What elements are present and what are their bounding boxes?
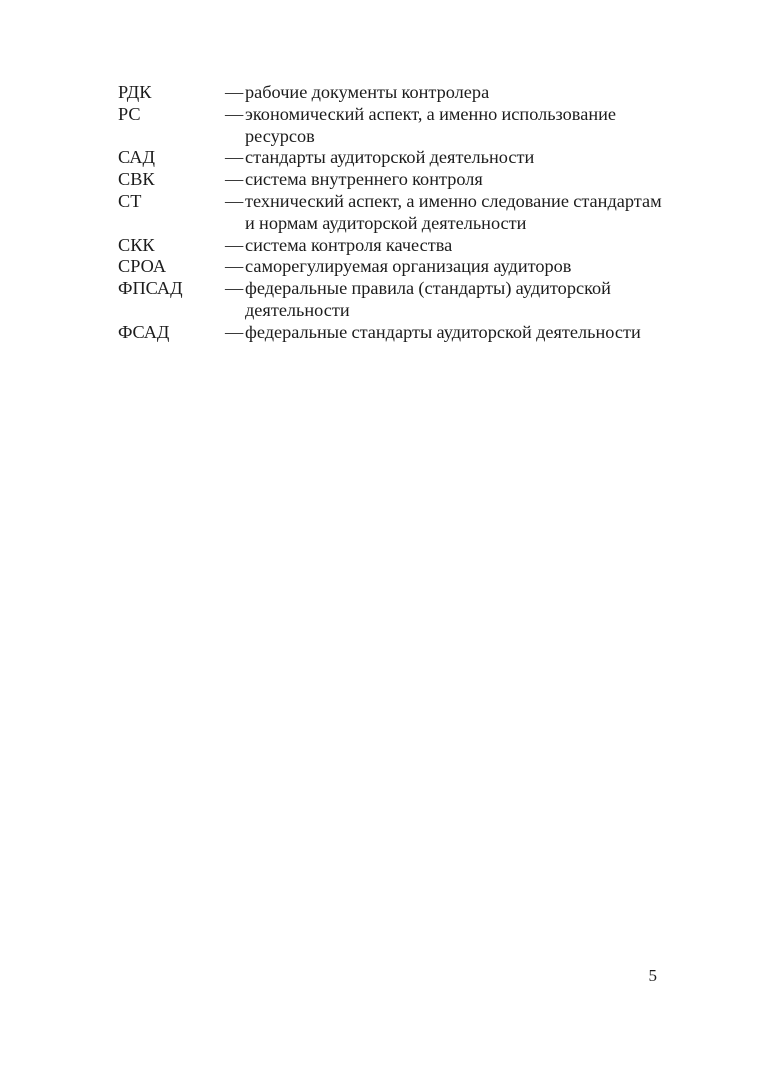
abbreviation-term: РС: [118, 103, 141, 124]
abbreviation-row: [118, 147, 663, 169]
em-dash: —: [225, 321, 244, 342]
abbreviation-definition-block: [225, 104, 663, 148]
abbreviation-definition: система внутреннего контроля: [245, 169, 483, 190]
abbreviation-row: [118, 322, 663, 344]
abbreviation-row: [118, 82, 663, 104]
abbreviation-row: [118, 104, 663, 148]
abbreviation-definition-block: [225, 235, 663, 257]
abbreviation-definition-block: [225, 278, 663, 322]
abbreviation-row: [118, 235, 663, 257]
em-dash: —: [225, 147, 244, 168]
abbreviation-definition-block: [225, 82, 663, 104]
abbreviation-definition-block: [225, 147, 663, 169]
em-dash: —: [225, 256, 244, 277]
abbreviation-definition: саморегулируемая организация аудиторов: [245, 256, 572, 277]
abbreviation-term: ФПСАД: [118, 278, 183, 299]
abbreviation-term: САД: [118, 147, 155, 168]
em-dash: —: [225, 169, 244, 190]
abbreviation-row: [118, 169, 663, 191]
abbreviation-definition-block: [225, 169, 663, 191]
abbreviation-definition-block: [225, 191, 663, 235]
abbreviation-definition-block: [225, 322, 663, 344]
em-dash: —: [225, 278, 244, 299]
abbreviation-row: [118, 256, 663, 278]
abbreviation-definition: система контроля качества: [245, 234, 453, 255]
abbreviation-list: [118, 82, 663, 344]
em-dash: —: [225, 190, 244, 211]
em-dash: —: [225, 82, 244, 102]
abbreviation-definition: федеральные правила (стандарты) аудиторской деятельности: [245, 278, 611, 320]
abbreviation-definition-block: [225, 256, 663, 278]
em-dash: —: [225, 234, 244, 255]
abbreviation-row: [118, 191, 663, 235]
abbreviation-term: СРОА: [118, 256, 167, 277]
em-dash: —: [225, 103, 244, 124]
abbreviation-row: [118, 278, 663, 322]
abbreviation-term: СКК: [118, 234, 155, 255]
abbreviation-term: СТ: [118, 190, 142, 211]
abbreviation-definition: рабочие документы контролера: [245, 82, 490, 102]
abbreviation-definition: технический аспект, а именно следование стандартам и нормам аудиторской деятельности: [245, 190, 662, 233]
abbreviation-term: СВК: [118, 169, 155, 190]
abbreviation-term: РДК: [118, 82, 152, 102]
abbreviation-term: ФСАД: [118, 321, 170, 342]
abbreviation-definition: стандарты аудиторской деятельности: [245, 147, 535, 168]
page-number: 5: [648, 966, 657, 985]
abbreviation-definition: федеральные стандарты аудиторской деятельности: [245, 321, 641, 342]
abbreviation-definition: экономический аспект, а именно использование ресурсов: [245, 103, 616, 146]
